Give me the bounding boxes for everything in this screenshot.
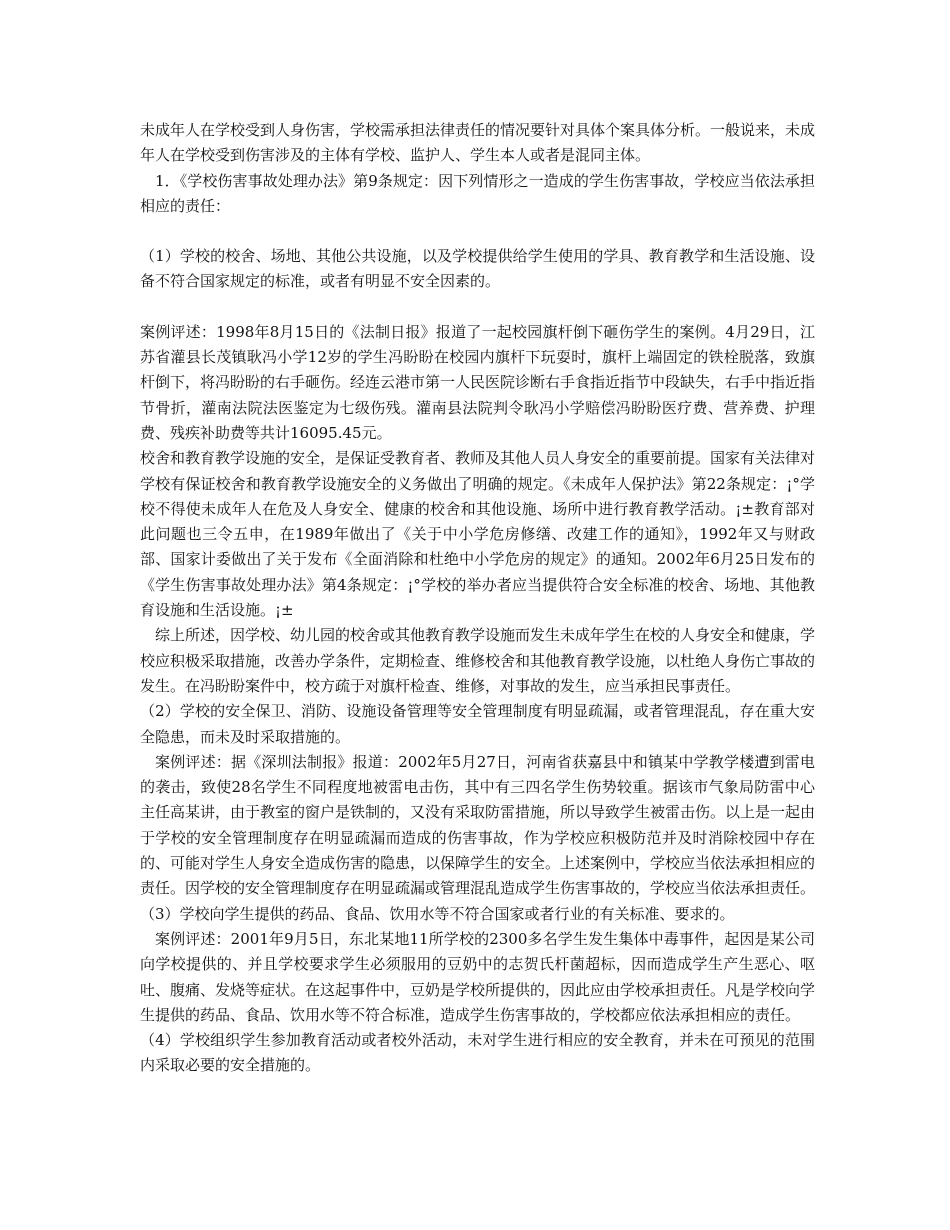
item-4-paragraph: （4）学校组织学生参加教育活动或者校外活动，未对学生进行相应的安全教育，并未在可预见的范围内采取必要的安全措施的。 (140, 1031, 815, 1075)
intro-paragraph: 未成年人在学校受到人身伤害，学校需承担法律责任的情况要针对具体个案具体分析。一般说来，未成年人在学校受到伤害涉及的主体有学校、监护人、学生本人或者是混同主体。 (140, 121, 816, 165)
article-9-paragraph: 1．《学校伤害事故处理办法》第9条规定：因下列情形之一造成的学生伤害事故，学校应当依法承担相应的责任： (140, 171, 815, 215)
facility-safety-paragraph: 校舍和教育教学设施的安全，是保证受教育者、教师及其他人员人身安全的重要前提。国家有关法律对学校有保证校舍和教育教学设施安全的义务做出了明确的规定。《未成年人保护法》第22条规定：¡°学校不得使未成年人在危及人身安全、健康的校舍和其他设施、场所中进行教育教学活动。¡±教育部对此问题也三令五申，在1989年做出了《关于中小学危房修缮、改建工作的通知》，1992年又与财政部、国家计委做出了关于发布《全面消除和杜绝中小学危房的规定》的通知。2002年6月25日发布的《学生伤害事故处理办法》第4条规定：¡°学校的举办者应当提供符合安全标准的校舍、场地、其他教育设施和生活设施。¡± (140, 449, 816, 620)
item-2-paragraph: （2）学校的安全保卫、消防、设施设备管理等安全管理制度有明显疏漏，或者管理混乱，存在重大安全隐患，而未及时采取措施的。 (140, 702, 815, 746)
case-review-1-paragraph: 案例评述：1998年8月15日的《法制日报》报道了一起校园旗杆倒下砸伤学生的案例。4月29日，江苏省灌县长茂镇耿冯小学12岁的学生冯盼盼在校园内旗杆下玩耍时，旗杆上端固定的铁栓脱落，致旗杆倒下，将冯盼盼的右手砸伤。经连云港市第一人民医院诊断右手食指近指节中段缺失，右手中指近指节骨折，灌南法院法医鉴定为七级伤残。灌南县法院判令耿冯小学赔偿冯盼盼医疗费、营养费、护理费、残疾补助费等共计16095.45元。 (140, 322, 816, 442)
case-review-3-paragraph: 案例评述：2001年9月5日，东北某地11所学校的2300多名学生发生集体中毒事件，起因是某公司向学校提供的、并且学校要求学生必须服用的豆奶中的志贺氏杆菌超标，因而造成学生产生恶心、呕吐、腹痛、发烧等症状。在这起事件中，豆奶是学校所提供的，因此应由学校承担责任。凡是学校向学生提供的药品、食品、饮用水等不符合标准，造成学生伤害事故的，学校都应依法承担相应的责任。 (140, 929, 816, 1024)
item-1-paragraph: （1）学校的校舍、场地、其他公共设施，以及学校提供给学生使用的学具、教育教学和生活设施、设备不符合国家规定的标准，或者有明显不安全因素的。 (140, 247, 815, 291)
document-page (140, 118, 815, 1079)
item-3-paragraph: （3）学校向学生提供的药品、食品、饮用水等不符合国家或者行业的有关标准、要求的。 (140, 904, 735, 923)
case-review-2-paragraph: 案例评述：据《深圳法制报》报道：2002年5月27日，河南省获嘉县中和镇某中学教学楼遭到雷电的袭击，致使28名学生不同程度地被雷电击伤，其中有三四名学生伤势较重。据该市气象局防雷中心主任高某讲，由于教室的窗户是铁制的，又没有采取防雷措施，所以导致学生被雷击伤。以上是一起由于学校的安全管理制度存在明显疏漏而造成的伤害事故，作为学校应积极防范并及时消除校园中存在的、可能对学生人身安全造成伤害的隐患，以保障学生的安全。上述案例中，学校应当依法承担相应的责任。因学校的安全管理制度存在明显疏漏或管理混乱造成学生伤害事故的，学校应当依法承担责任。 (140, 752, 816, 898)
summary-paragraph: 综上所述，因学校、幼儿园的校舍或其他教育教学设施而发生未成年学生在校的人身安全和健康，学校应积极采取措施，改善办学条件，定期检查、维修校舍和其他教育教学设施，以杜绝人身伤亡事故的发生。在冯盼盼案件中，校方疏于对旗杆检查、维修，对事故的发生，应当承担民事责任。 (140, 626, 816, 695)
